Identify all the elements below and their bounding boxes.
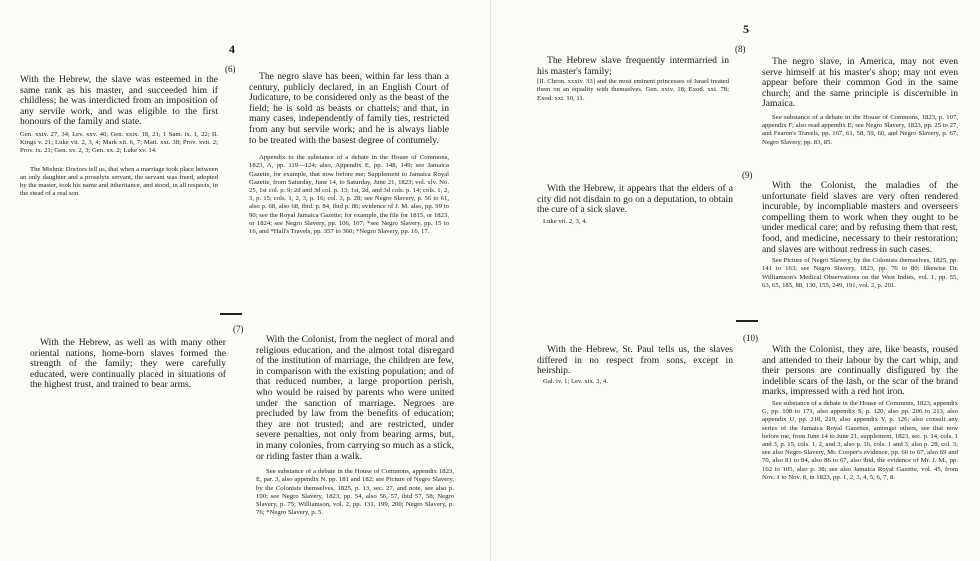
section-9-hebrew-text: With the Hebrew, it appears that the elders of a city did not disdain to go on a deputation, to obtain the cure of a sick slave.: [537, 183, 733, 216]
section-10-hebrew-text: With the Hebrew, St. Paul tells us, the slaves differed in no respect from sons, except in heirship.: [537, 344, 733, 377]
section-9-colonist-text: With the Colonist, the maladies of the unfortunate field slaves are very often rendered incurable, by incompliable masters and overseers compelling them to work when they ought to be under medical care; and by refusing them that rest, food, and medicine, necessary to their restoration; and slaves are without redress in such cases.: [762, 180, 958, 255]
section-7-hebrew-text: With the Hebrew, as well as with many other oriental nations, home-born slaves formed the strength of the family; they were carefully educated, were continually placed in situations of the highest trust, and trained to bear arms.: [30, 337, 226, 391]
section-number-7: (7): [233, 324, 244, 334]
section-7-colonist-column: [256, 335, 454, 517]
section-10-hebrew-column: [537, 345, 733, 386]
section-6-hebrew-text: With the Hebrew, the slave was esteemed in the same rank as his master, and succeeded him if childless; he was interdicted from an imposition of any servile work, and was eligible to the first honours of the family and state.: [20, 74, 218, 128]
section-10-colonist-column: [762, 345, 958, 482]
section-9-colonist-column: [762, 181, 958, 290]
section-6-colonist-column: [249, 72, 449, 236]
section-10-colonist-text: With the Colonist, they are, like beasts, roused and attended to their labour by the cart whip, and their persons are continually disfigured by the indelible scars of the lash, or the scar of the brand marks, impressed with a red hot iron.: [762, 344, 958, 398]
page-number-right: 5: [743, 22, 749, 36]
section-8-colonist-text: The negro slave, in America, may not even serve himself at his master's shop; may not even appear before their common God in the same church; and the same principle is discernible in Jamaica.: [762, 56, 958, 110]
section-9-hebrew-references: Luke vii. 2, 3, 4.: [543, 217, 588, 225]
section-6-hebrew-footnote: The Mishnic Doctors tell us, that when a marriage took place between an only daughter and a proselyte servant, the servant was freed, adopted by the master, took his name and inheritance, and stood, in all respects, in the stead of a real son.: [20, 165, 218, 198]
page-number-left: 4: [229, 42, 235, 56]
section-divider: [220, 313, 242, 315]
section-9-hebrew-column: [537, 184, 733, 226]
section-6-hebrew-references: Gen. xxiv. 27, 34; Lev. xxv. 40; Gen. xxix. 18, 21; 1 Sam. ix. 1, 22; II. Kings v. 21; Luke vii. 2, 3, 4; Mark xii. 6, 7; Matt. xxi. 38; Prov. xvii. 2; Prov. ix. 21; Gen. xv. 2, 3; Gen. xx. 2; Luke xv. 14.: [20, 130, 218, 155]
section-7-hebrew-column: [30, 338, 226, 391]
section-7-colonist-text: With the Colonist, from the neglect of moral and religious education, and the almost total disregard of the institution of marriage, the children are few, in comparison with the existing population; and of that reduced number, a large proportion perish, who would be raised by parents who were united under the sanction of marriage. Negroes are precluded by law from the benefits of education; they are not trusted; and are restricted, under severe penalties, not only from bearing arms, but, in many colonies, from carrying so much as a stick, or riding faster than a walk.: [256, 334, 454, 462]
section-number-9: (9): [742, 170, 753, 180]
section-6-colonist-text: The negro slave has been, within far less than a century, publicly declared, in an English Court of Judicature, to be considered only as the beast of the field; he is sold as beasts or chattels; and that, in many cases, independently of family ties, restricted from any but servile work; and he is always liable to be treated with the basest degree of contumely.: [249, 71, 449, 146]
section-divider: [736, 320, 758, 322]
section-7-colonist-footnote: See substance of a debate in the House of Commons, appendix 1823, E, par. 3, also appendix N. pp. 181 and 182; see Picture of Negro Slavery, by the Colonists themselves, 1825, p. 13, sec. 27, and note, see also p. 100; see Negro Slavery, 1823, pp. 54, also 56, 57, ibid 57, 58; Negro Slavery, p. 75; Williamson, vol. 2, pp. 131, 199, 200; Negro Slavery, p. 76; *Negro Slavery, p. 5.: [256, 468, 454, 517]
section-8-colonist-column: [762, 57, 958, 147]
section-6-colonist-footnote: Appendix to the substance of a debate in the House of Commons, 1823, A, pp. 119—124; also, Appendix E, pp. 148, 149; see Jamaica Gazette, for example, that now before me; Supplement to Jamaica Royal Gazette, from Saturday, June 14, to Saturday, June 21, 1823; vol. xlv. No. 25, 1st col. p. 9; 2d and 3d col. p. 13; 1st, 2d, and 3d cols. p. 14; cols. 1, 2, 3, p. 15; cols. 1, 2, 3, p. 16; col. 3, p. 28; see Negro Slavery, p. 56 to 61, also p. 68, also 68, ibid. p. 84, ibid p. 86; evidence of J. M. also, pp. 99 to 90; see the Royal Jamaica Gazette; for example, the file for 1815, or 1823, or 1824; see Negro Slavery, pp. 106, 107; *see Negro Slavery, pp. 15 to 16, and *Hall's Travels, pp. 357 to 360; *Negro Slavery, pp. 16, 17.: [249, 154, 449, 235]
section-9-colonist-footnote: See Picture of Negro Slavery, by the Colonists themselves, 1825, pp. 141 to 163; see Negro Slavery, 1823, pp. 76 to 80; likewise Dr. Williamson's Medical Observations on the West Indies, vol. 1, pp. 55, 63, 65, 185, 88, 130, 155, 249, 191, vol. 2, p. 201.: [762, 257, 958, 289]
section-number-10: (10): [743, 333, 758, 343]
section-number-8: (8): [735, 44, 746, 54]
section-10-hebrew-references: Gal. iv. 1; Lev. xix. 3, 4.: [543, 377, 608, 385]
section-8-hebrew-column: [537, 56, 729, 103]
section-8-colonist-footnote: See substance of a debate in the House of Commons, 1823, p. 107, appendix F; also read appendix E; see Negro Slavery, 1823, pp. 25 to 27, and Fearon's Travels, pp. 167, 61, 58, 59, 60, and Negro Slavery, p. 67; Negro Slavery, pp. 83, 85.: [762, 113, 958, 146]
section-8-hebrew-footnote: [II. Chron. xxxiv. 33] and the most eminent princesses of Israel treated them on an equality with themselves. Gen. xxiv. 18; Exod. xxi. 78; Exod. xxi. 10, 11.: [537, 78, 729, 102]
section-6-hebrew-column: [20, 75, 218, 198]
section-number-6: (6): [225, 64, 236, 74]
book-fold: [490, 0, 491, 561]
section-8-hebrew-text: The Hebrew slave frequently intermarried in his master's family;: [537, 55, 729, 77]
section-10-colonist-footnote: See substance of a debate in the House of Commons, 1823, appendix G, pp. 108 to 171, also appendix S, p. 120, also pp. 206 to 213, also appendix U, pp. 218, 219, also appendix Y, p. 126; also consult any series of the Jamaica Royal Gazettes, amongst others, see that now before me, from June 14 to June 21, supplement, 1823, sec. p. 14, cols. 1 and 3, p. 15, cols. 1, 2, and 3, also p. 16, cols. 1 and 3, also p. 28, col. 3; see also Negro Slavery, Mr. Cooper's evidence, pp. 60 to 67, also 69 and 70, also 81 to 84, also 86 to 67, also ibid, the evidence of Mr. J. M., pp. 102 to 105, also p. 38; see also Jamaica Royal Gazette, vol. 45, from Nov. 1 to Nov. 8, in 1823, pp. 1, 2, 3, 4, 5, 6, 7, 8.: [762, 399, 958, 481]
